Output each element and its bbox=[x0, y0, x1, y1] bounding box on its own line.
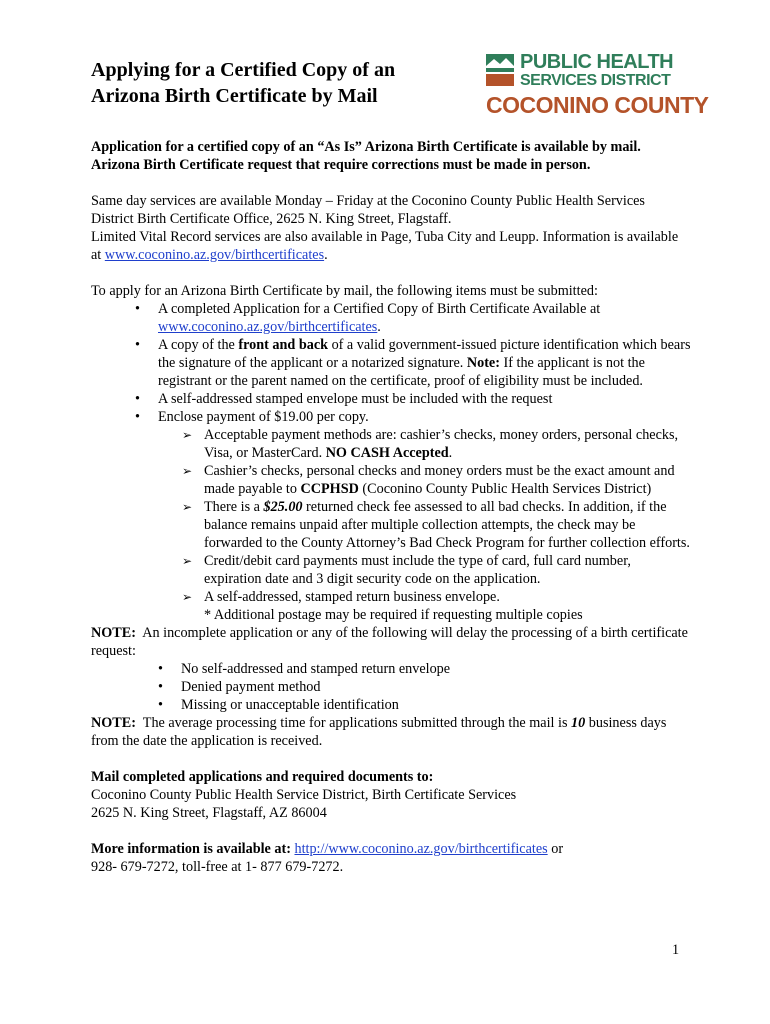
list-item: • No self-addressed and stamped return envelope bbox=[158, 661, 451, 677]
bullet-icon: • bbox=[135, 337, 140, 353]
arrow-bullet-icon: ➢ bbox=[182, 590, 193, 604]
list-item: ➢ There is a $25.00 returned check fee assessed to all bad checks. In addition, if the balance remains unpaid after multiple collection attempts, the check may be forwarded to the County Attorney’s Bad Check Program for further collection efforts. bbox=[182, 499, 690, 551]
note-processing-time: NOTE: The average processing time for applications submitted through the mail is 10 business days from the date the application is received. bbox=[91, 715, 667, 749]
bullet-icon: • bbox=[135, 301, 140, 317]
page-title: Applying for a Certified Copy of an Arizona Birth Certificate by Mail bbox=[91, 59, 396, 107]
limited-services-text: Limited Vital Record services are also available in Page, Tuba City and Leupp. Information is available at www.coconino.az.gov/birthcertificates. bbox=[91, 229, 679, 263]
page-number: 1 bbox=[672, 942, 680, 958]
payment-list bbox=[91, 426, 691, 606]
bullet-icon: • bbox=[158, 679, 163, 695]
intro-bold: Application for a certified copy of an “As Is” Arizona Birth Certificate is available by mail. Arizona Birth Certificate request that require corrections must be made in person. bbox=[91, 139, 641, 173]
arrow-bullet-icon: ➢ bbox=[182, 554, 193, 568]
document-body bbox=[91, 138, 691, 876]
more-info-link[interactable]: http://www.coconino.az.gov/birthcertificates bbox=[294, 841, 548, 857]
list-item: ➢ A self-addressed, stamped return business envelope. bbox=[182, 589, 500, 605]
mail-address-line2: 2625 N. King Street, Flagstaff, AZ 86004 bbox=[91, 805, 327, 821]
delay-list bbox=[91, 660, 691, 714]
list-item: • Denied payment method bbox=[158, 679, 321, 695]
arrow-bullet-icon: ➢ bbox=[182, 464, 193, 478]
requirements-lead: To apply for an Arizona Birth Certificate by mail, the following items must be submitted: bbox=[91, 283, 598, 299]
list-item: ➢ Cashier’s checks, personal checks and money orders must be the exact amount and made payable to CCPHSD (Coconino County Public Health Services District) bbox=[182, 463, 675, 497]
requirements-list bbox=[91, 300, 691, 426]
bullet-icon: • bbox=[135, 391, 140, 407]
mail-address-line1: Coconino County Public Health Service District, Birth Certificate Services bbox=[91, 787, 517, 803]
logo-mountain-icon bbox=[486, 54, 514, 86]
same-day-text: Same day services are available Monday – Friday at the Coconino County Public Health Services District Birth Certificate Office, 2625 N. King Street, Flagstaff. bbox=[91, 193, 645, 227]
bullet-icon: • bbox=[158, 697, 163, 713]
phone-numbers: 928- 679-7272, toll-free at 1- 877 679-7272. bbox=[91, 859, 344, 875]
application-link[interactable]: www.coconino.az.gov/birthcertificates bbox=[158, 319, 378, 335]
arrow-bullet-icon: ➢ bbox=[182, 428, 193, 442]
bullet-icon: • bbox=[158, 661, 163, 677]
list-item: • A copy of the front and back of a valid government-issued picture identification which bears the signature of the applicant or a notarized signature. Note: If the applicant is not the registrant or the parent named on the certificate, proof of eligibility must be included. bbox=[135, 337, 691, 389]
more-info: More information is available at: http://www.coconino.az.gov/birthcertificates or bbox=[91, 841, 564, 857]
arrow-bullet-icon: ➢ bbox=[182, 500, 193, 514]
bullet-icon: • bbox=[135, 409, 140, 425]
list-item: • Enclose payment of $19.00 per copy. bbox=[135, 409, 369, 425]
postage-note: * Additional postage may be required if requesting multiple copies bbox=[204, 607, 583, 623]
list-item: ➢ Acceptable payment methods are: cashier’s checks, money orders, personal checks, Visa, or MasterCard. NO CASH Accepted. bbox=[182, 427, 679, 461]
logo-line3: COCONINO COUNTY bbox=[486, 92, 709, 118]
birthcert-link[interactable]: www.coconino.az.gov/birthcertificates bbox=[104, 247, 325, 263]
logo-line2: SERVICES DISTRICT bbox=[520, 72, 671, 89]
logo bbox=[486, 51, 709, 122]
mail-heading: Mail completed applications and required documents to: bbox=[91, 769, 434, 785]
list-item: • A self-addressed stamped envelope must be included with the request bbox=[135, 391, 553, 407]
note-incomplete: NOTE: An incomplete application or any of the following will delay the processing of a birth certificate request: bbox=[91, 625, 692, 659]
list-item: ➢ Credit/debit card payments must include the type of card, full card number, expiration date and 3 digit security code on the application. bbox=[182, 553, 631, 587]
logo-line1: PUBLIC HEALTH bbox=[520, 51, 674, 73]
list-item: • A completed Application for a Certified Copy of Birth Certificate Available at www.coconino.az.gov/birthcertificates. bbox=[135, 301, 601, 335]
list-item: • Missing or unacceptable identification bbox=[158, 697, 399, 713]
